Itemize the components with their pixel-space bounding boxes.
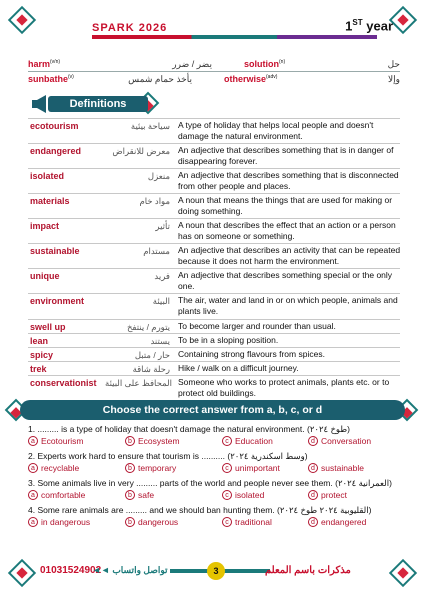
- definitions-heading: Definitions: [48, 96, 148, 112]
- definition-arabic: رحلة شاقة: [132, 364, 170, 374]
- definition-term: isolated: [30, 171, 65, 181]
- definition-arabic: حار / متبل: [134, 350, 170, 360]
- definition-text: An adjective that describes something that is disconnected from other people and places.: [178, 170, 399, 191]
- option-b[interactable]: b safe: [125, 490, 154, 500]
- mcq-heading: Choose the correct answer from a, b, c, or d: [20, 400, 405, 420]
- definition-row: [28, 333, 400, 348]
- definition-row: [28, 319, 400, 334]
- option-b[interactable]: b temporary: [125, 463, 176, 473]
- definition-arabic: معرض للانقراض: [112, 146, 170, 156]
- definition-text: To be in a sloping position.: [178, 335, 279, 345]
- definition-row: [28, 268, 400, 294]
- definition-text: The air, water and land in or on which people, animals and plants live.: [178, 295, 398, 316]
- definition-arabic: البيئة: [152, 296, 170, 306]
- options-row: [28, 490, 408, 502]
- definition-arabic: تأثير: [155, 221, 170, 231]
- question-text: 2. Experts work hard to ensure that tourism is .......... (وسط اسكندرية ٢٠٢٤): [28, 451, 308, 461]
- definition-text: An adjective that describes an activity that can be repeated because it does not harm the environment.: [178, 245, 401, 266]
- brand-title: SPARK 2026: [92, 22, 168, 34]
- definition-row: [28, 375, 400, 400]
- option-c[interactable]: c unimportant: [222, 463, 280, 473]
- option-a[interactable]: a comfortable: [28, 490, 85, 500]
- definition-term: endangered: [30, 146, 82, 156]
- vocab-row: harm$^{(v/n)}$ يضر / ضرر solution$^{(n)}$ حل: [28, 58, 400, 69]
- definition-term: conservationist: [30, 378, 97, 388]
- definition-text: An adjective that describes something special or the only one.: [178, 270, 393, 291]
- definition-text: A type of holiday that helps local people and doesn't damage the natural environment.: [178, 120, 374, 141]
- definition-text: Containing strong flavours from spices.: [178, 349, 325, 359]
- definition-arabic: مواد خام: [139, 196, 170, 206]
- vocab-arabic: يأخذ حمام شمس: [128, 73, 192, 84]
- header-bar: [92, 35, 377, 39]
- option-a[interactable]: a in dangerous: [28, 517, 90, 527]
- definition-row: [28, 143, 400, 169]
- definition-term: ecotourism: [30, 121, 79, 131]
- definition-text: An adjective that describes something that is in danger of disappearing forever.: [178, 145, 394, 166]
- definition-term: lean: [30, 336, 49, 346]
- definition-row: [28, 243, 400, 269]
- definition-arabic: يستند: [150, 336, 170, 346]
- option-d[interactable]: d sustainable: [308, 463, 364, 473]
- definition-term: spicy: [30, 350, 54, 360]
- option-a[interactable]: a recyclable: [28, 463, 79, 473]
- definition-term: swell up: [30, 322, 66, 332]
- definition-arabic: فريد: [154, 271, 170, 281]
- options-row: [28, 463, 408, 475]
- definition-text: To become larger and rounder than usual.: [178, 321, 336, 331]
- option-c[interactable]: c traditional: [222, 517, 272, 527]
- corner-diamond-icon: [8, 559, 36, 587]
- definition-text: Hike / walk on a difficult journey.: [178, 363, 299, 373]
- corner-diamond-icon: [389, 559, 417, 587]
- option-b[interactable]: b Ecosystem: [125, 436, 180, 446]
- corner-diamond-icon: [389, 6, 417, 34]
- definition-row: [28, 361, 400, 376]
- definition-term: sustainable: [30, 246, 80, 256]
- vocab-arabic: حل: [387, 58, 400, 69]
- phone-number: 01031524902: [40, 565, 102, 576]
- definition-term: materials: [30, 196, 70, 206]
- option-c[interactable]: c isolated: [222, 490, 264, 500]
- definition-arabic: المحافظ على البيئة: [105, 378, 172, 388]
- page-number: 3: [207, 562, 225, 580]
- option-d[interactable]: d endangered: [308, 517, 366, 527]
- definition-row: [28, 193, 400, 219]
- definition-arabic: منعزل: [147, 171, 170, 181]
- definition-row: [28, 218, 400, 244]
- corner-diamond-icon: [8, 6, 36, 34]
- definition-row: [28, 168, 400, 194]
- question-text: 3. Some animals live in very ......... parts of the world and people never see them. (العمرانية ٢٠٢٤): [28, 478, 392, 488]
- definition-text: A noun that describes the effect that an action or a person has on someone or something.: [178, 220, 396, 241]
- definition-text: Someone who works to protect animals, plants etc. or to protect old buildings.: [178, 377, 390, 398]
- year-label: 1ST year: [345, 18, 393, 34]
- option-d[interactable]: d protect: [308, 490, 347, 500]
- definition-row: [28, 118, 400, 144]
- definition-term: trek: [30, 364, 47, 374]
- question-text: 4. Some rare animals are ......... and we should ban hunting them. (القليوبية ٢٠٢٤ طوخ ٢٠٢٤): [28, 505, 372, 515]
- definition-row: [28, 347, 400, 362]
- option-d[interactable]: d Conversation: [308, 436, 371, 446]
- options-row: [28, 436, 408, 448]
- options-row: [28, 517, 408, 529]
- definition-text: A noun that means the things that are used for making or doing something.: [178, 195, 393, 216]
- option-b[interactable]: b dangerous: [125, 517, 178, 527]
- vocab-row: sunbathe$^{(v)}$ يأخذ حمام شمس otherwise$^{(adv)}$ وإلا: [28, 73, 400, 84]
- option-c[interactable]: c Education: [222, 436, 273, 446]
- definition-arabic: سياحة بيئية: [130, 121, 170, 131]
- megaphone-icon: [30, 94, 50, 114]
- definition-arabic: مستدام: [143, 246, 170, 256]
- whatsapp-label: تواصل واتساب ◄◄: [92, 565, 168, 575]
- vocab-arabic: يضر / ضرر: [172, 58, 212, 69]
- definition-term: impact: [30, 221, 60, 231]
- definition-arabic: يتورم / ينتفخ: [126, 322, 170, 332]
- definition-row: [28, 293, 400, 320]
- option-a[interactable]: a Ecotourism: [28, 436, 84, 446]
- definition-term: unique: [30, 271, 60, 281]
- definition-term: environment: [30, 296, 85, 306]
- vocab-arabic: وإلا: [388, 73, 400, 84]
- author-label: مذكرات باسم المعلم: [265, 565, 351, 576]
- question-text: 1. ......... is a type of holiday that doesn't damage the natural environment. (طوخ ٢٠٢٤): [28, 424, 350, 434]
